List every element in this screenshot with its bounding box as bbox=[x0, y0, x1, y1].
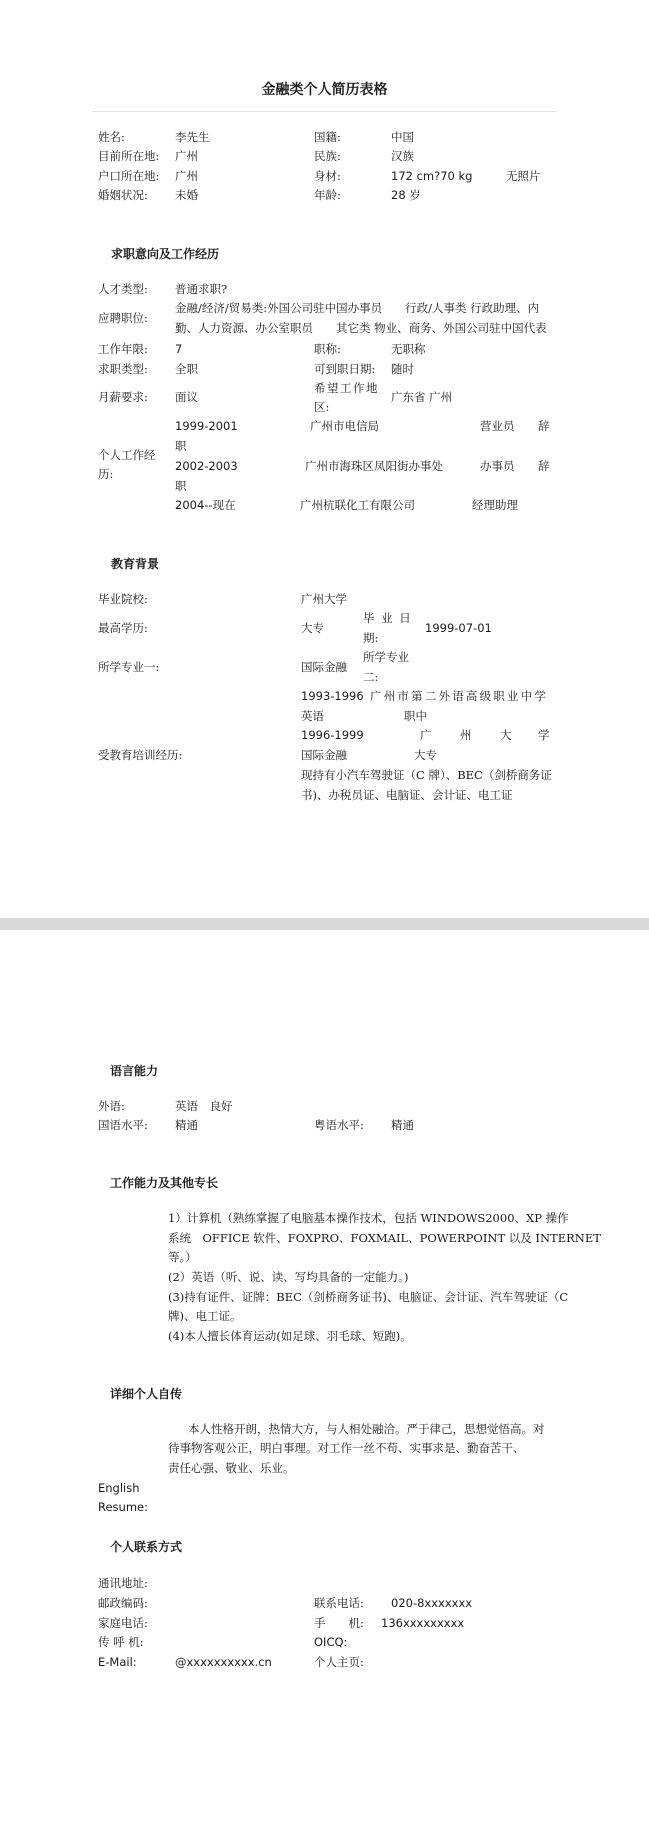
graduation-label-line-2: 期: bbox=[363, 631, 379, 645]
talent-value: 普通求职? bbox=[175, 282, 228, 296]
title-divider bbox=[92, 111, 557, 112]
history-2-company: 广州市海珠区凤阳街办事处 bbox=[305, 459, 443, 473]
salary-label: 月薪要求: bbox=[98, 390, 148, 404]
skills-line-4: (2）英语（听、说、读、写均具备的一定能力。) bbox=[168, 1270, 409, 1284]
start-date-value: 随时 bbox=[391, 362, 414, 376]
name-value: 李先生 bbox=[175, 130, 210, 144]
history-1-role: 营业员 bbox=[480, 419, 515, 433]
training-1-level: 职中 bbox=[404, 709, 427, 723]
marital-label: 婚姻状况: bbox=[98, 188, 148, 202]
training-2-period: 1996-1999 bbox=[301, 728, 364, 742]
page-gap bbox=[0, 918, 649, 930]
training-2-char-1: 广 bbox=[420, 728, 432, 742]
degree-value: 大专 bbox=[301, 621, 324, 635]
history-1-company: 广州市电信局 bbox=[310, 419, 379, 433]
years-label: 工作年限: bbox=[98, 342, 148, 356]
history-1-period: 1999-2001 bbox=[175, 419, 238, 433]
skills-line-7: (4)本人擅长体育运动(如足球、羽毛球、短跑)。 bbox=[168, 1329, 412, 1343]
address-label: 通讯地址: bbox=[98, 1576, 148, 1590]
phone-value: 020-8xxxxxxx bbox=[391, 1596, 473, 1610]
years-value: 7 bbox=[175, 342, 183, 356]
certificates-line-1: 现持有小汽车驾驶证（C 牌）、BEC（剑桥商务证 bbox=[301, 768, 552, 782]
major-value: 国际金融 bbox=[301, 660, 347, 674]
skills-line-1: 1）计算机（熟练掌握了电脑基本操作技术，包括 WINDOWS2000、XP 操作 bbox=[168, 1211, 569, 1225]
skills-line-6: 牌)、电工证。 bbox=[168, 1309, 242, 1323]
section-heading-language: 语言能力 bbox=[110, 1064, 159, 1078]
history-1-status: 辞 bbox=[538, 419, 550, 433]
home-phone-label: 家庭电话: bbox=[98, 1616, 148, 1630]
self-line-1: 本人性格开朗，热情大方，与人相处融洽。严于律己，思想觉悟高。对 bbox=[188, 1422, 545, 1436]
section-heading-self: 详细个人自传 bbox=[110, 1387, 183, 1401]
phone-label: 联系电话: bbox=[314, 1596, 364, 1610]
talent-label: 人才类型: bbox=[98, 282, 148, 296]
training-2-level: 大专 bbox=[414, 748, 437, 762]
graduation-date: 1999-07-01 bbox=[425, 621, 492, 635]
cantonese-label: 粤语水平: bbox=[314, 1118, 364, 1132]
job-type-label: 求职类型: bbox=[98, 362, 148, 376]
training-2-char-3: 大 bbox=[500, 728, 512, 742]
english-resume-label-1: English bbox=[98, 1481, 140, 1495]
body-value: 172 cm?70 kg bbox=[391, 169, 473, 183]
location-label: 目前所在地: bbox=[98, 149, 160, 163]
nationality-label: 国籍: bbox=[314, 130, 341, 144]
major-2-label-line-1: 所学专业 bbox=[363, 650, 409, 664]
graduation-label-line-1: 毕 业 日 bbox=[363, 611, 413, 625]
marital-value: 未婚 bbox=[175, 188, 198, 202]
history-1-status-2: 职 bbox=[175, 439, 187, 453]
salary-value: 面议 bbox=[175, 390, 198, 404]
pager-label: 传 呼 机: bbox=[98, 1635, 144, 1649]
major-2-label-line-2: 二: bbox=[363, 670, 379, 684]
position-label: 应聘职位: bbox=[98, 311, 148, 325]
skills-line-2: 系统 OFFICE 软件、FOXPRO、FOXMAIL、POWERPOINT 以及 INTERNET bbox=[168, 1231, 601, 1245]
history-3-period: 2004--现在 bbox=[175, 498, 236, 512]
mandarin-label: 国语水平: bbox=[98, 1118, 148, 1132]
major-label: 所学专业一: bbox=[98, 660, 160, 674]
self-line-3: 责任心强、敬业、乐业。 bbox=[168, 1461, 295, 1475]
homepage-label: 个人主页: bbox=[314, 1655, 364, 1669]
section-heading-job: 求职意向及工作经历 bbox=[111, 247, 220, 261]
certificates-line-2: 书)、办税员证、电脑证、会计证、电工证 bbox=[301, 788, 513, 802]
school-label: 毕业院校: bbox=[98, 592, 148, 606]
history-label-line-2: 历: bbox=[98, 467, 114, 481]
mobile-label: 手 机: bbox=[314, 1616, 364, 1630]
history-label-line-1: 个人工作经 bbox=[98, 448, 156, 462]
zip-label: 邮政编码: bbox=[98, 1596, 148, 1610]
history-2-period: 2002-2003 bbox=[175, 459, 238, 473]
photo-placeholder: 无照片 bbox=[506, 169, 541, 183]
history-2-status-2: 职 bbox=[175, 479, 187, 493]
page-2 bbox=[0, 930, 649, 1848]
start-date-label: 可到职日期: bbox=[314, 362, 376, 376]
training-label: 受教育培训经历: bbox=[98, 748, 183, 762]
skills-line-3: 等。） bbox=[168, 1250, 197, 1264]
training-1-period: 1993-1996 bbox=[301, 689, 364, 703]
email-value[interactable]: @xxxxxxxxxx.cn bbox=[175, 1655, 272, 1669]
oicq-label: OICQ: bbox=[314, 1635, 348, 1649]
ethnicity-label: 民族: bbox=[314, 149, 341, 163]
section-heading-education: 教育背景 bbox=[111, 557, 160, 571]
training-1-school: 广州市第二外语高级职业中学 bbox=[370, 689, 549, 703]
position-line-1: 金融/经济/贸易类:外国公司驻中国办事员 行政/人事类 行政助理、内 bbox=[175, 301, 540, 315]
training-2-char-4: 学 bbox=[538, 728, 550, 742]
history-2-status: 辞 bbox=[538, 459, 550, 473]
degree-label: 最高学历: bbox=[98, 621, 148, 635]
email-label: E-Mail: bbox=[98, 1655, 137, 1669]
section-heading-contact: 个人联系方式 bbox=[110, 1540, 183, 1554]
professional-title-label: 职称: bbox=[314, 342, 341, 356]
hukou-label: 户口所在地: bbox=[98, 169, 160, 183]
ethnicity-value: 汉族 bbox=[391, 149, 414, 163]
foreign-language-value: 英语 良好 bbox=[175, 1099, 233, 1113]
foreign-language-label: 外语: bbox=[98, 1099, 125, 1113]
location-value: 广州 bbox=[175, 149, 198, 163]
mobile-value: 136xxxxxxxxx bbox=[381, 1616, 465, 1630]
area-label-line-1: 希望工作地 bbox=[314, 381, 379, 395]
document-title: 金融类个人简历表格 bbox=[261, 82, 388, 98]
name-label: 姓名: bbox=[98, 130, 125, 144]
area-value: 广东省 广州 bbox=[391, 390, 453, 404]
skills-line-5: (3)持有证件、证牌：BEC（剑桥商务证书)、电脑证、会计证、汽车驾驶证（C bbox=[168, 1290, 569, 1304]
area-label-line-2: 区: bbox=[314, 400, 330, 414]
english-resume-label-2: Resume: bbox=[98, 1500, 148, 1514]
age-value: 28 岁 bbox=[391, 188, 421, 202]
body-label: 身材: bbox=[314, 169, 341, 183]
job-type-value: 全职 bbox=[175, 362, 198, 376]
hukou-value: 广州 bbox=[175, 169, 198, 183]
training-2-major: 国际金融 bbox=[301, 748, 347, 762]
self-line-2: 待事物客观公正，明白事理。对工作一丝不苟、实事求是、勤奋苦干、 bbox=[168, 1441, 525, 1455]
nationality-value: 中国 bbox=[391, 130, 414, 144]
position-line-2: 勤、人力资源、办公室职员 其它类 物业、商务、外国公司驻中国代表 bbox=[175, 321, 547, 335]
professional-title-value: 无职称 bbox=[391, 342, 426, 356]
history-2-role: 办事员 bbox=[480, 459, 515, 473]
mandarin-value: 精通 bbox=[175, 1118, 198, 1132]
section-heading-skills: 工作能力及其他专长 bbox=[110, 1176, 219, 1190]
history-3-role: 经理助理 bbox=[472, 498, 518, 512]
training-1-major: 英语 bbox=[301, 709, 324, 723]
history-3-company: 广州杭联化工有限公司 bbox=[300, 498, 415, 512]
school-value: 广州大学 bbox=[301, 592, 347, 606]
age-label: 年龄: bbox=[314, 188, 341, 202]
page-1 bbox=[0, 0, 649, 918]
training-2-char-2: 州 bbox=[460, 728, 472, 742]
cantonese-value: 精通 bbox=[391, 1118, 414, 1132]
